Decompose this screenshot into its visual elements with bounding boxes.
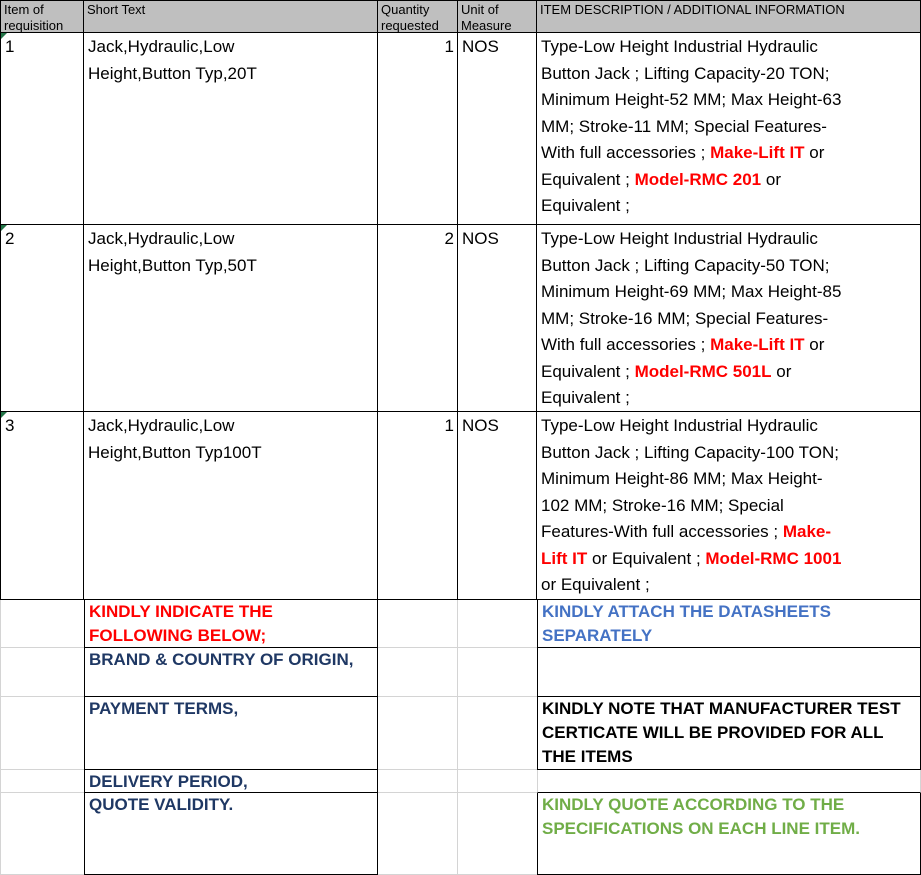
- unit-value: NOS: [462, 416, 499, 435]
- cell-unit-2[interactable]: [458, 225, 537, 412]
- note-text: PAYMENT TERMS,: [89, 699, 239, 718]
- short-text: Jack,Hydraulic,Low Height,Button Typ100T: [88, 416, 262, 462]
- header-label-quantity: Quantity requested: [381, 2, 439, 33]
- cell-note-kindly-indicate[interactable]: [84, 600, 378, 648]
- cell-blank[interactable]: [458, 648, 537, 697]
- cell-blank[interactable]: [378, 770, 458, 793]
- cell-blank[interactable]: [458, 793, 537, 875]
- cell-blank[interactable]: [0, 770, 84, 793]
- note-text: BRAND & COUNTRY OF ORIGIN,: [89, 650, 354, 669]
- cell-item-number-3[interactable]: [0, 412, 84, 600]
- cell-unit-3[interactable]: [458, 412, 537, 600]
- note-text: KINDLY NOTE THAT MANUFACTURER TEST CERTICATE WILL BE PROVIDED FOR ALL THE ITEMS: [542, 699, 901, 766]
- header-label-unit: Unit of Measure: [461, 2, 512, 33]
- cell-blank[interactable]: [378, 600, 458, 648]
- cell-note-test-certificate[interactable]: [537, 697, 921, 770]
- header-cell-unit[interactable]: [458, 0, 537, 33]
- header-cell-item[interactable]: [0, 0, 84, 33]
- cell-short-text-3[interactable]: [84, 412, 378, 600]
- header-label-description: ITEM DESCRIPTION / ADDITIONAL INFORMATION: [540, 2, 845, 17]
- item-number: 2: [5, 229, 15, 248]
- cell-blank[interactable]: [458, 770, 537, 793]
- note-text: KINDLY INDICATE THE FOLLOWING BELOW;: [89, 602, 273, 645]
- header-cell-quantity[interactable]: [378, 0, 458, 33]
- cell-blank[interactable]: [458, 697, 537, 770]
- cell-blank[interactable]: [0, 648, 84, 697]
- cell-blank[interactable]: [0, 697, 84, 770]
- error-indicator-icon: [1, 33, 7, 39]
- cell-note-quote-validity[interactable]: [84, 793, 378, 875]
- note-text: DELIVERY PERIOD,: [89, 772, 248, 791]
- note-text: KINDLY ATTACH THE DATASHEETS SEPARATELY: [542, 602, 832, 645]
- cell-note-attach-datasheets[interactable]: [537, 600, 921, 648]
- cell-blank[interactable]: [0, 600, 84, 648]
- cell-blank[interactable]: [378, 697, 458, 770]
- cell-description-2[interactable]: [537, 225, 921, 412]
- error-indicator-icon: [1, 225, 7, 231]
- cell-quantity-3[interactable]: [378, 412, 458, 600]
- cell-blank-boxed[interactable]: [537, 648, 921, 697]
- cell-note-payment-terms[interactable]: [84, 697, 378, 770]
- cell-note-delivery-period[interactable]: [84, 770, 378, 793]
- cell-item-number-2[interactable]: [0, 225, 84, 412]
- quantity-value: 2: [444, 229, 454, 248]
- cell-short-text-2[interactable]: [84, 225, 378, 412]
- note-text: QUOTE VALIDITY.: [89, 795, 234, 814]
- header-label-item: Item of requisition: [4, 2, 64, 33]
- cell-blank[interactable]: [378, 793, 458, 875]
- description-text: Type-Low Height Industrial Hydraulic Button Jack ; Lifting Capacity-20 TON; Minimum Height-52 MM; Max Height-63 MM; Stroke-11 MM; Special Features- With full accessories ; Make-Lift IT or Equivalent ; Model-RMC 201 or Equivalent ;: [541, 37, 842, 215]
- short-text: Jack,Hydraulic,Low Height,Button Typ,20T: [88, 37, 257, 83]
- quantity-value: 1: [444, 37, 454, 56]
- cell-quantity-2[interactable]: [378, 225, 458, 412]
- cell-note-quote-specifications[interactable]: [537, 793, 921, 875]
- item-number: 1: [5, 37, 15, 56]
- note-text: KINDLY QUOTE ACCORDING TO THE SPECIFICATIONS ON EACH LINE ITEM.: [542, 795, 860, 838]
- error-indicator-icon: [1, 412, 7, 418]
- short-text: Jack,Hydraulic,Low Height,Button Typ,50T: [88, 229, 257, 275]
- cell-blank[interactable]: [458, 600, 537, 648]
- cell-blank[interactable]: [537, 770, 921, 793]
- cell-description-1[interactable]: [537, 33, 921, 225]
- item-number: 3: [5, 416, 15, 435]
- cell-description-3[interactable]: [537, 412, 921, 600]
- description-text: Type-Low Height Industrial Hydraulic Button Jack ; Lifting Capacity-50 TON; Minimum Height-69 MM; Max Height-85 MM; Stroke-16 MM; Special Features- With full accessories ; Make-Lift IT or Equivalent ; Model-RMC 501L or Equivalent ;: [541, 229, 842, 407]
- cell-unit-1[interactable]: [458, 33, 537, 225]
- header-label-short-text: Short Text: [87, 2, 146, 17]
- quantity-value: 1: [444, 416, 454, 435]
- cell-short-text-1[interactable]: [84, 33, 378, 225]
- cell-blank[interactable]: [0, 793, 84, 875]
- cell-blank[interactable]: [378, 648, 458, 697]
- cell-note-brand-origin[interactable]: [84, 648, 378, 697]
- header-cell-short-text[interactable]: [84, 0, 378, 33]
- cell-item-number-1[interactable]: [0, 33, 84, 225]
- unit-value: NOS: [462, 37, 499, 56]
- cell-quantity-1[interactable]: [378, 33, 458, 225]
- description-text: Type-Low Height Industrial Hydraulic Button Jack ; Lifting Capacity-100 TON; Minimum Height-86 MM; Max Height- 102 MM; Stroke-16 MM; Special Features-With full accessories ; Make- Lift IT or Equivalent ; Model-RMC 1001 or Equivalent ;: [541, 416, 842, 594]
- header-cell-description[interactable]: [537, 0, 921, 33]
- unit-value: NOS: [462, 229, 499, 248]
